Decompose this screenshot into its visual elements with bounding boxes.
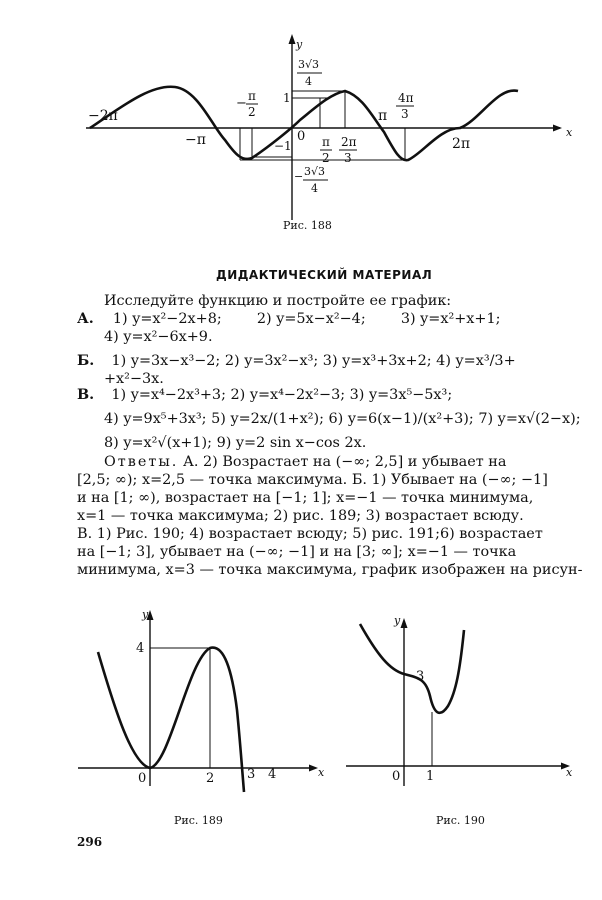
label-neg-pi: −π bbox=[185, 132, 206, 148]
svg-text:−: − bbox=[236, 96, 247, 111]
svg-text:π: π bbox=[322, 135, 330, 149]
answers-row1 bbox=[104, 453, 506, 471]
label-max-value bbox=[297, 58, 322, 88]
answers-label: Ответы. bbox=[104, 454, 179, 470]
svg-text:2π: 2π bbox=[341, 135, 357, 149]
group-b-line2: +x²−3x. bbox=[104, 371, 164, 387]
svg-text:4: 4 bbox=[305, 75, 312, 88]
x-axis-label: x bbox=[318, 766, 325, 779]
svg-text:−: − bbox=[294, 170, 304, 183]
group-a-item-3: 3) y=x²+x+1; bbox=[400, 311, 501, 327]
group-v-row1 bbox=[77, 386, 452, 404]
y-axis-arrow-icon bbox=[401, 618, 408, 628]
answers-line-3: и на [1; ∞), возрастает на [−1; 1]; x=−1 — точка минимума, bbox=[77, 490, 534, 506]
group-v-label: В. bbox=[77, 386, 95, 403]
label-two: 2 bbox=[206, 771, 215, 786]
group-v-line1: 1) y=x⁴−2x³+3; 2) y=x⁴−2x²−3; 3) y=3x⁵−5x³; bbox=[111, 387, 453, 403]
group-a-row1 bbox=[77, 310, 500, 328]
y-axis-label: y bbox=[296, 38, 303, 51]
svg-text:3√3: 3√3 bbox=[304, 165, 326, 178]
svg-text:3√3: 3√3 bbox=[298, 58, 320, 71]
group-a-item-4: 4) y=x²−6x+9. bbox=[104, 329, 213, 345]
label-zero: 0 bbox=[392, 769, 401, 784]
answers-line-2: [2,5; ∞); x=2,5 — точка максимума. Б. 1) Убывает на (−∞; −1] bbox=[77, 472, 548, 488]
y-axis-label: y bbox=[142, 608, 149, 621]
label-neg-one: −1 bbox=[274, 139, 292, 153]
svg-text:4: 4 bbox=[311, 182, 318, 195]
function-curve bbox=[360, 624, 464, 713]
x-axis-label: x bbox=[566, 766, 573, 779]
label-one: 1 bbox=[283, 91, 291, 105]
page-number: 296 bbox=[77, 835, 103, 849]
label-min-value bbox=[294, 165, 328, 195]
figure-189-caption: Рис. 189 bbox=[174, 814, 223, 827]
figure-190-caption: Рис. 190 bbox=[436, 814, 485, 827]
label-zero: 0 bbox=[297, 129, 306, 144]
y-axis-arrow-icon bbox=[289, 34, 296, 44]
figure-188-caption: Рис. 188 bbox=[283, 219, 332, 232]
section-title: ДИДАКТИЧЕСКИЙ МАТЕРИАЛ bbox=[216, 268, 433, 282]
group-b-label: Б. bbox=[77, 352, 95, 369]
intro-text: Исследуйте функцию и постройте ее график: bbox=[104, 293, 452, 309]
group-a-item-2: 2) y=5x−x²−4; bbox=[256, 311, 366, 327]
label-three: 3 bbox=[416, 669, 425, 684]
label-four-x: 4 bbox=[268, 767, 277, 782]
svg-text:4π: 4π bbox=[398, 91, 414, 105]
figure-189 bbox=[70, 600, 340, 800]
label-neg-pi-over-2 bbox=[232, 89, 264, 119]
label-three: 3 bbox=[247, 767, 256, 782]
answers-line-7: минимума, x=3 — точка максимума, график изображен на рисун- bbox=[77, 562, 583, 578]
y-axis-label: y bbox=[394, 614, 401, 627]
svg-text:2: 2 bbox=[322, 151, 330, 165]
group-a-item-1: 1) y=x²−2x+8; bbox=[112, 311, 222, 327]
x-axis-label: x bbox=[566, 126, 573, 139]
label-4pi-over-3 bbox=[396, 91, 414, 121]
answers-line-1: А. 2) Возрастает на (−∞; 2,5] и убывает на bbox=[182, 454, 507, 470]
label-neg-2pi: −2π bbox=[88, 108, 118, 124]
svg-text:2: 2 bbox=[248, 105, 256, 119]
x-axis-arrow-icon bbox=[309, 765, 318, 772]
figure-190 bbox=[340, 600, 580, 800]
group-v-line2: 4) y=9x⁵+3x³; 5) y=2x/(1+x²); 6) y=6(x−1)/(x²+3); 7) y=x√(2−x); bbox=[104, 411, 581, 427]
svg-text:3: 3 bbox=[401, 107, 409, 121]
group-b-row1 bbox=[77, 352, 516, 370]
label-four-y: 4 bbox=[136, 641, 145, 656]
svg-text:π: π bbox=[248, 89, 256, 103]
x-axis-arrow-icon bbox=[553, 125, 562, 132]
label-zero: 0 bbox=[138, 771, 147, 786]
answers-line-5: В. 1) Рис. 190; 4) возрастает всюду; 5) рис. 191;6) возрастает bbox=[77, 526, 543, 542]
answers-line-4: x=1 — точка максимума; 2) рис. 189; 3) возрастает всюду. bbox=[77, 508, 524, 524]
label-2pi: 2π bbox=[452, 136, 471, 152]
group-b-line1: 1) y=3x−x³−2; 2) y=3x²−x³; 3) y=x³+3x+2; 4) y=x³/3+ bbox=[111, 353, 516, 369]
label-one: 1 bbox=[426, 769, 435, 784]
answers-line-6: на [−1; 3], убывает на (−∞; −1] и на [3; ∞]; x=−1 — точка bbox=[77, 544, 517, 560]
svg-text:3: 3 bbox=[344, 151, 352, 165]
group-v-line3: 8) y=x²√(x+1); 9) y=2 sin x−cos 2x. bbox=[104, 435, 367, 451]
figure-188 bbox=[0, 20, 602, 240]
function-curve bbox=[98, 648, 244, 792]
group-a-label: А. bbox=[77, 310, 94, 327]
label-pi: π bbox=[378, 108, 388, 124]
